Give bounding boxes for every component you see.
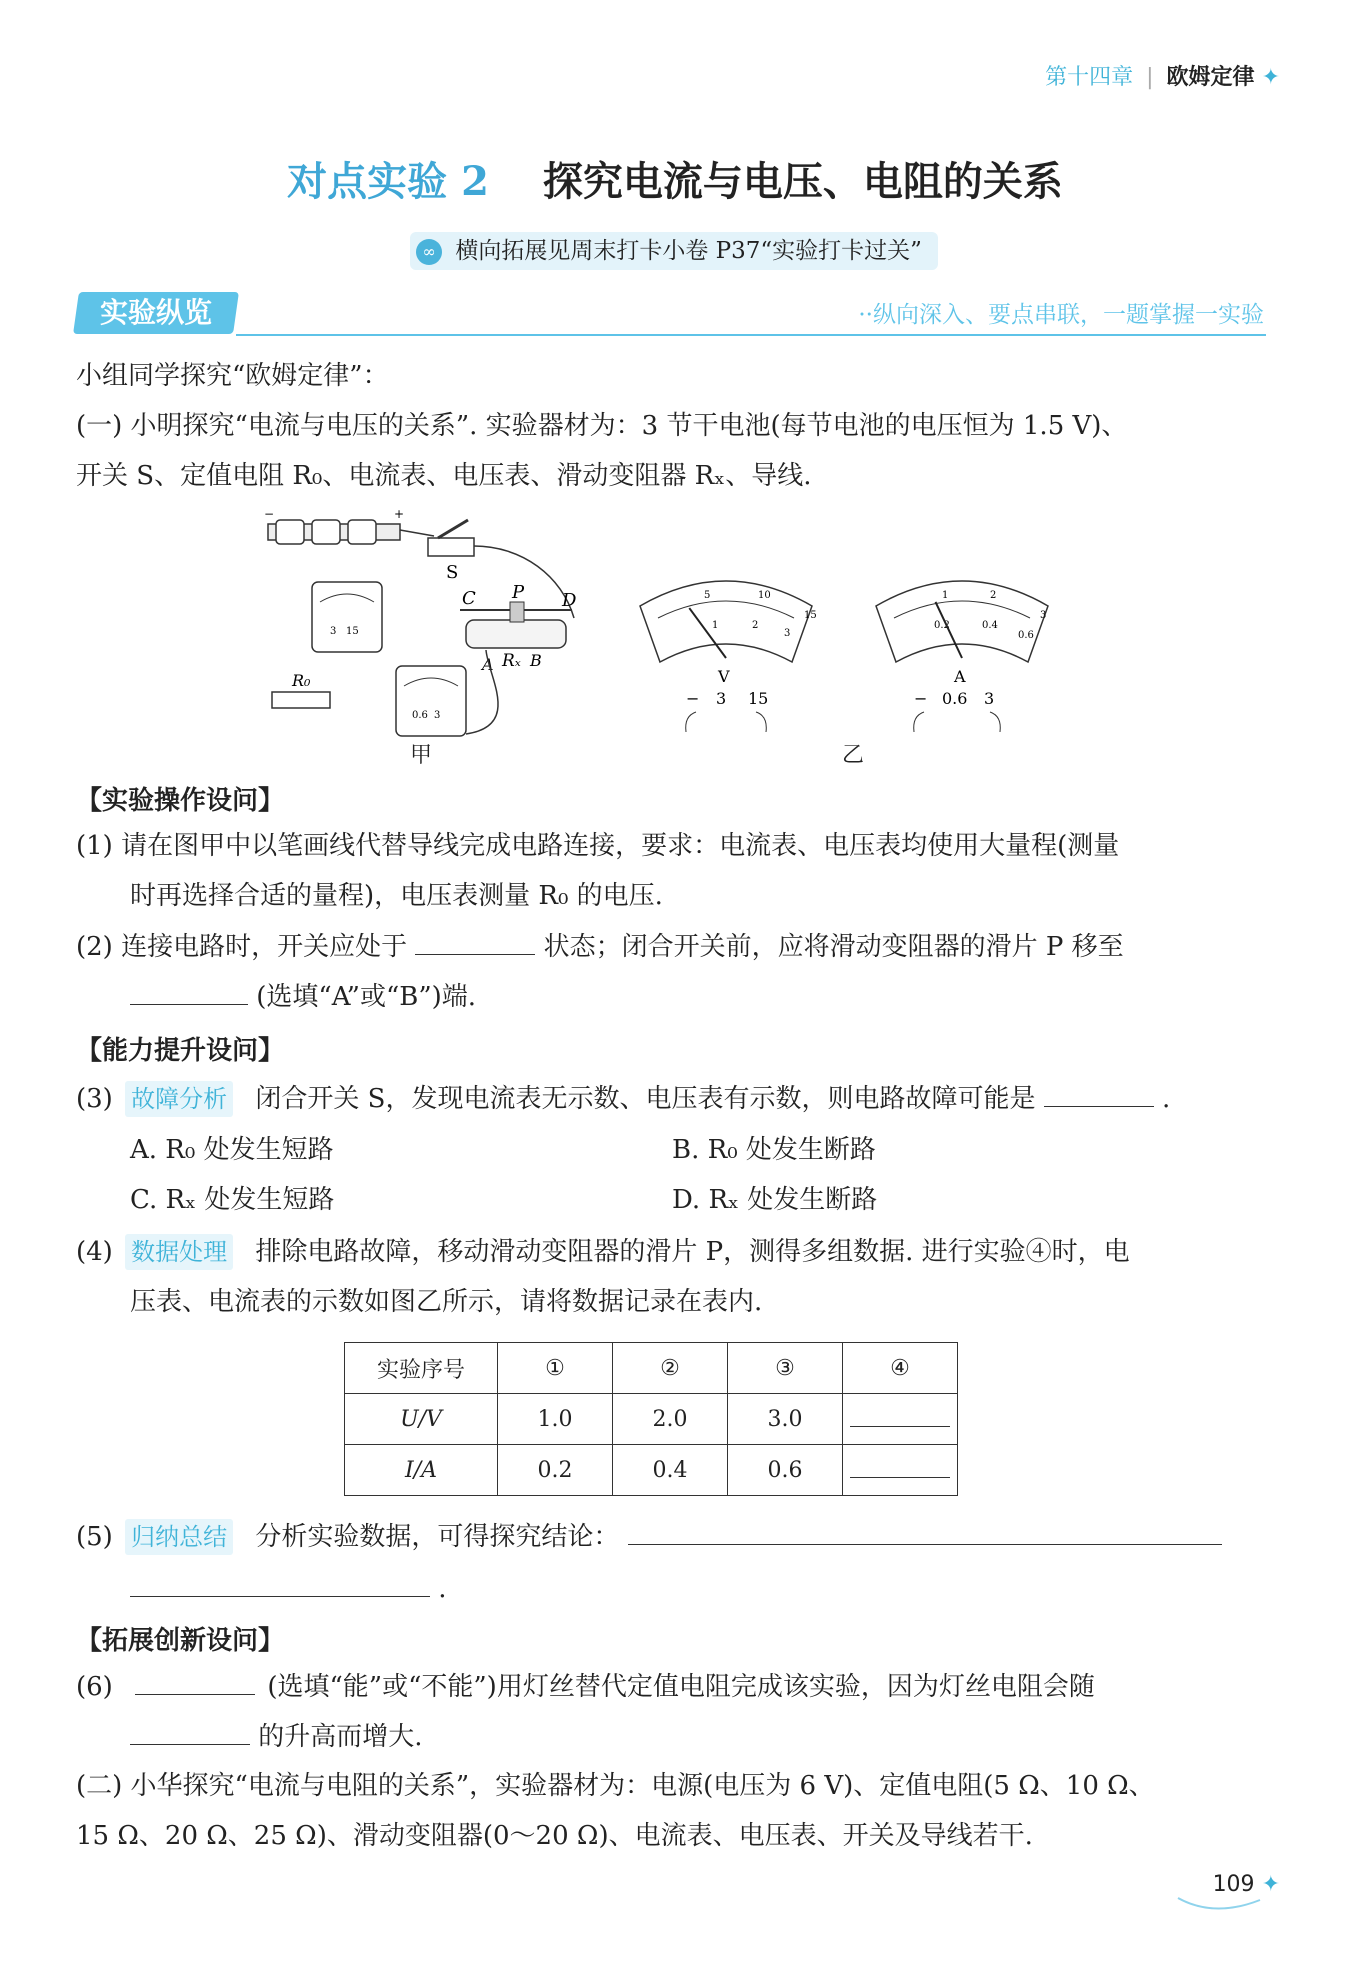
voltmeter-scale-bottom-1: 1 [712, 620, 719, 631]
switch-label: S [446, 562, 459, 583]
data-table [344, 1342, 958, 1496]
figure-jia-caption: 甲 [410, 743, 433, 768]
question-6-blank-1[interactable] [135, 1668, 255, 1695]
small-ammeter [396, 666, 466, 736]
question-6-text-b: 的升高而增大. [258, 1722, 423, 1752]
wire-1 [400, 530, 434, 536]
ammeter-scale-top-3: 3 [1040, 610, 1047, 621]
ammeter-scale-bottom-1: 0.2 [934, 620, 950, 631]
question-4-line-2: 压表、电流表的示数如图乙所示，请将数据记录在表内. [130, 1287, 763, 1317]
question-5-blank-1[interactable] [628, 1518, 1222, 1545]
table-cell-blank[interactable] [843, 1445, 958, 1496]
resistor-r0-label: R₀ [292, 671, 311, 690]
banner-label [73, 292, 239, 334]
rheostat-label-c: C [462, 588, 476, 609]
header-divider: | [1146, 65, 1154, 90]
extension-note [410, 232, 938, 270]
banner-slogan-text: 纵向深入、要点串联，一题掌握一实验 [873, 302, 1264, 328]
small-ammeter-terminal-2: 3 [434, 710, 441, 721]
small-voltmeter [312, 582, 382, 652]
part-2-line-2: 15 Ω、20 Ω、25 Ω)、滑动变阻器(0～20 Ω)、电流表、电压表、开关及导线若干. [76, 1821, 1033, 1851]
dot-icon: ·· [858, 302, 873, 328]
small-voltmeter-terminal-1: 3 [330, 626, 337, 637]
question-2-text-c: (选填“A”或“B”)端. [256, 982, 477, 1012]
table-cell: 0.4 [613, 1445, 728, 1496]
ammeter-letter: A [954, 667, 966, 686]
small-ammeter-terminal-1: 0.6 [412, 710, 428, 721]
option-d: D. Rₓ 处发生断路 [672, 1185, 878, 1215]
question-1-line-2: 时再选择合适的量程)，电压表测量 R₀ 的电压. [130, 881, 663, 911]
ammeter-scale-top-2: 2 [990, 590, 997, 601]
question-3-line [76, 1080, 1170, 1117]
question-6-line-1 [76, 1668, 1095, 1705]
link-icon: ∞ [416, 239, 442, 265]
circuit-figure-jia [262, 506, 602, 766]
resistor-r0 [272, 671, 330, 708]
page-number: 109 [1212, 1872, 1255, 1897]
intro-line-3: 开关 S、定值电阻 R₀、电流表、电压表、滑动变阻器 Rₓ、导线. [76, 461, 812, 491]
ammeter-terminal-06: 0.6 [942, 689, 968, 708]
sparkle-icon: ✦ [1261, 65, 1280, 90]
question-3-tag: 故障分析 [125, 1081, 233, 1117]
question-1-line-1: (1) 请在图甲中以笔画线代替导线完成电路连接，要求：电流表、电压表均使用大量程(测量 [76, 831, 1120, 861]
section-ability-improvement: 【能力提升设问】 [76, 1036, 285, 1066]
ammeter-scale-top-1: 1 [942, 590, 949, 601]
question-6-number: (6) [76, 1672, 113, 1702]
table-header-row [345, 1343, 958, 1394]
table-header-2: ② [613, 1343, 728, 1394]
question-5-line-1 [76, 1518, 1222, 1555]
question-6-text: (选填“能”或“不能”)用灯丝替代定值电阻完成该实验，因为灯丝电阻会随 [267, 1672, 1095, 1702]
question-5-number: (5) [76, 1522, 113, 1552]
question-4-number: (4) [76, 1237, 113, 1267]
table-row [345, 1394, 958, 1445]
table-header-1: ① [498, 1343, 613, 1394]
voltmeter-terminal-15: 15 [748, 689, 769, 708]
ammeter-scale-bottom-3: 0.6 [1018, 630, 1034, 641]
table-header-label: 实验序号 [345, 1343, 498, 1394]
title-prefix: 对点实验 2 [287, 158, 489, 205]
question-5-blank-2[interactable] [130, 1570, 430, 1597]
svg-text:−: − [264, 507, 275, 521]
question-4-tag: 数据处理 [125, 1234, 233, 1270]
question-5-end: . [438, 1574, 447, 1604]
ammeter-scale-bottom-2: 0.4 [982, 620, 998, 631]
voltage-answer-blank[interactable] [850, 1406, 950, 1427]
part-2-line-1: (二) 小华探究“电流与电阻的关系”，实验器材为：电源(电压为 6 V)、定值电阻(5 Ω、10 Ω、 [76, 1771, 1155, 1801]
option-b: B. R₀ 处发生断路 [672, 1135, 876, 1165]
page-number-swoosh [1174, 1892, 1264, 1916]
voltmeter-scale-bottom-3: 3 [784, 628, 791, 639]
option-c: C. Rₓ 处发生短路 [130, 1185, 335, 1215]
rheostat-label-rx: Rₓ [502, 651, 521, 671]
question-2-line-2 [130, 978, 476, 1015]
rheostat [460, 582, 577, 674]
question-3-text: 闭合开关 S，发现电流表无示数、电压表有示数，则电路故障可能是 [255, 1084, 1036, 1114]
voltmeter-letter: V [718, 667, 730, 686]
banner-slogan [858, 296, 1264, 329]
section-extension-innovation: 【拓展创新设问】 [76, 1626, 285, 1656]
rheostat-label-b: B [530, 651, 542, 670]
question-2-line-1 [76, 928, 1124, 965]
rheostat-label-d: D [562, 590, 577, 611]
section-experiment-operation: 【实验操作设问】 [76, 786, 285, 816]
question-5-text: 分析实验数据，可得探究结论： [255, 1522, 620, 1552]
banner-label-text: 实验纵览 [99, 296, 212, 329]
page-title [0, 150, 1350, 207]
voltmeter-scale-bottom-2: 2 [752, 620, 759, 631]
table-cell-blank[interactable] [843, 1394, 958, 1445]
sparkle-icon: ✦ [1261, 1872, 1280, 1897]
question-4-line-1 [76, 1234, 1130, 1270]
voltmeter-terminal-neg: − [686, 689, 700, 708]
current-answer-blank[interactable] [850, 1457, 950, 1478]
chapter-number: 第十四章 [1045, 65, 1134, 90]
title-main: 探究电流与电压、电阻的关系 [542, 158, 1063, 205]
question-2-text-a: (2) 连接电路时，开关应处于 [76, 932, 408, 962]
question-3-end: . [1161, 1084, 1171, 1114]
table-cell: 0.6 [728, 1445, 843, 1496]
table-row [345, 1445, 958, 1496]
meter-figure-yi [636, 566, 1066, 736]
question-5-line-2 [130, 1570, 447, 1607]
switch [428, 520, 474, 583]
rheostat-label-a: A [482, 655, 494, 674]
voltmeter-scale-top-1: 5 [704, 590, 711, 601]
voltmeter-scale-top-3: 15 [804, 610, 817, 621]
table-header-4: ④ [843, 1343, 958, 1394]
question-6-blank-2[interactable] [130, 1718, 250, 1745]
question-6-line-2 [130, 1718, 423, 1755]
option-a: A. R₀ 处发生短路 [130, 1135, 334, 1165]
table-row-label-current: I/A [345, 1445, 498, 1496]
table-cell: 0.2 [498, 1445, 613, 1496]
voltmeter-terminal-3: 3 [716, 689, 727, 708]
battery-pack [264, 507, 404, 544]
question-4-text: 排除电路故障，移动滑动变阻器的滑片 P，测得多组数据. 进行实验④时，电 [255, 1237, 1130, 1267]
intro-line-1: 小组同学探究“欧姆定律”： [76, 361, 389, 391]
extension-note-text: 横向拓展见周末打卡小卷 P37“实验打卡过关” [455, 238, 922, 264]
ammeter-terminal-neg: − [914, 689, 928, 708]
question-5-tag: 归纳总结 [125, 1519, 233, 1555]
rheostat-label-p: P [512, 582, 525, 603]
small-voltmeter-terminal-2: 15 [346, 626, 359, 637]
table-row-label-voltage: U/V [345, 1394, 498, 1445]
table-cell: 2.0 [613, 1394, 728, 1445]
question-2-blank-2[interactable] [130, 978, 248, 1005]
table-cell: 1.0 [498, 1394, 613, 1445]
question-3-blank[interactable] [1044, 1080, 1154, 1107]
ammeter-dial [876, 581, 1048, 732]
banner-rule [236, 334, 1266, 336]
question-2-blank-1[interactable] [415, 928, 535, 955]
voltmeter-scale-top-2: 10 [758, 590, 771, 601]
ammeter-terminal-3: 3 [984, 689, 995, 708]
chapter-title: 欧姆定律 [1166, 65, 1255, 90]
intro-line-2: (一) 小明探究“电流与电压的关系”. 实验器材为：3 节干电池(每节电池的电压恒为 1.5 V)、 [76, 411, 1128, 441]
voltmeter-dial [640, 581, 817, 732]
question-3-number: (3) [76, 1084, 113, 1114]
question-2-text-b: 状态；闭合开关前，应将滑动变阻器的滑片 P 移至 [543, 932, 1124, 962]
table-cell: 3.0 [728, 1394, 843, 1445]
table-header-3: ③ [728, 1343, 843, 1394]
svg-text:+: + [394, 507, 405, 521]
chapter-header [1045, 60, 1280, 91]
figure-yi-caption: 乙 [842, 743, 865, 768]
